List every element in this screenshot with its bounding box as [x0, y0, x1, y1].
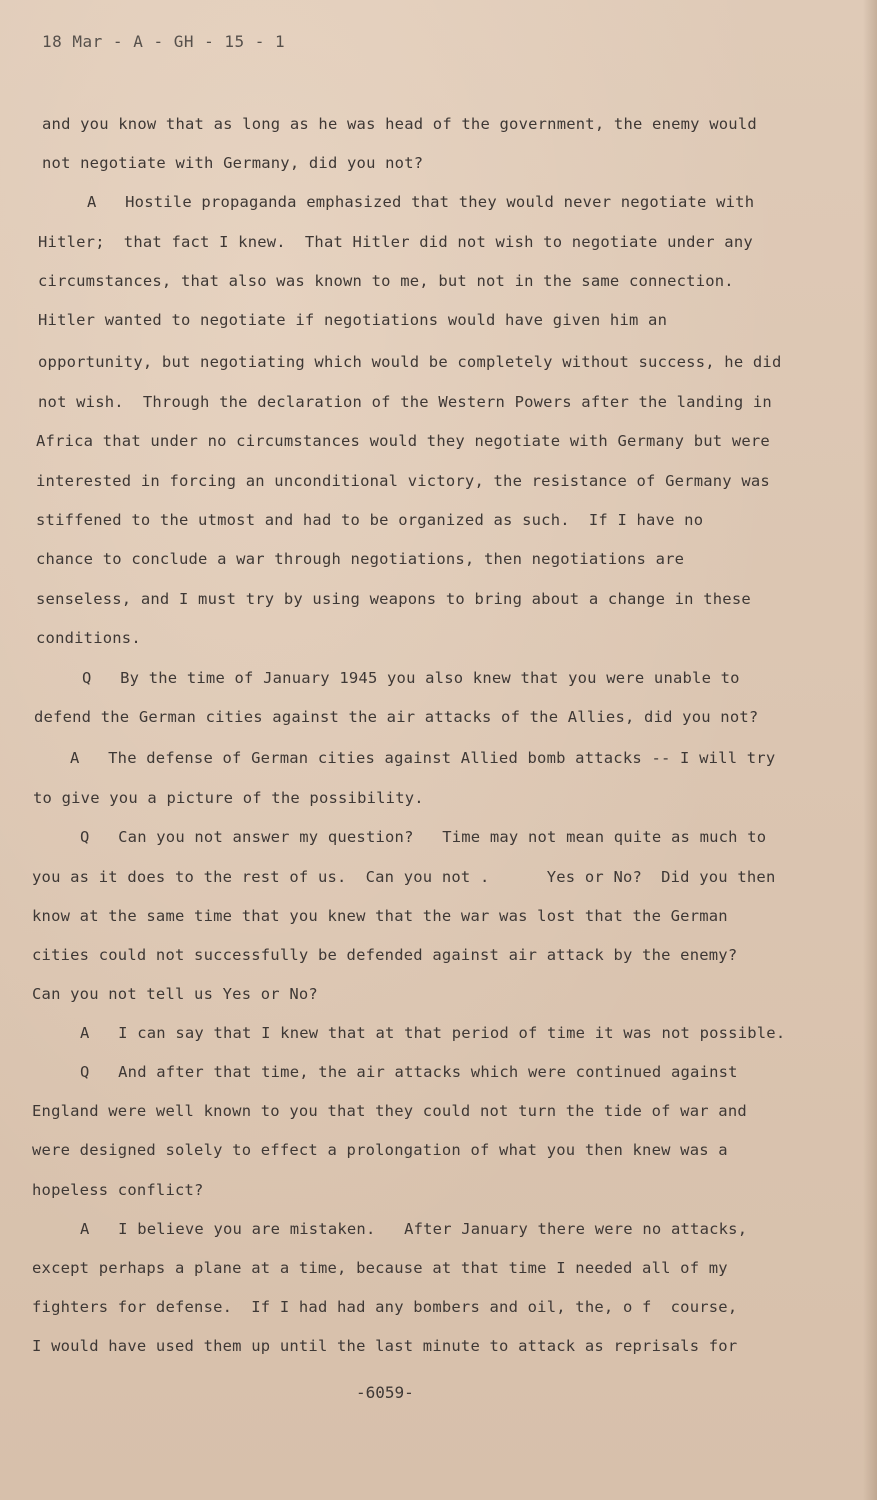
text-line: conditions.	[36, 629, 141, 647]
text-line: circumstances, that also was known to me, but not in the same connection.	[38, 272, 734, 290]
text-line: Can you not tell us Yes or No?	[32, 985, 318, 1003]
text-line: I would have used them up until the last minute to attack as reprisals for	[32, 1337, 738, 1355]
page-number: -6059-	[356, 1383, 414, 1402]
text-line: chance to conclude a war through negotiations, then negotiations are	[36, 550, 685, 568]
text-line: opportunity, but negotiating which would be completely without success, he did	[38, 353, 782, 371]
page-header: 18 Mar - A - GH - 15 - 1	[42, 32, 286, 51]
text-line: fighters for defense. If I had had any bombers and oil, the, o f course,	[32, 1298, 738, 1316]
text-line: hopeless conflict?	[32, 1181, 204, 1199]
text-line: Q Can you not answer my question? Time may not mean quite as much to	[80, 828, 767, 846]
text-line: and you know that as long as he was head of the government, the enemy would	[42, 115, 757, 133]
text-line: Hitler wanted to negotiate if negotiations would have given him an	[38, 311, 668, 329]
text-line: to give you a picture of the possibility.	[33, 789, 424, 807]
text-line: senseless, and I must try by using weapons to bring about a change in these	[36, 590, 751, 608]
text-line: A The defense of German cities against Allied bomb attacks -- I will try	[70, 749, 776, 767]
text-line: interested in forcing an unconditional victory, the resistance of Germany was	[36, 472, 770, 490]
text-line: know at the same time that you knew that the war was lost that the German	[32, 907, 728, 925]
text-line: defend the German cities against the air attacks of the Allies, did you not?	[34, 708, 759, 726]
text-line: Hitler; that fact I knew. That Hitler did not wish to negotiate under any	[38, 233, 753, 251]
text-line: A I can say that I knew that at that period of time it was not possible.	[80, 1024, 786, 1042]
text-line: not negotiate with Germany, did you not?	[42, 154, 424, 172]
text-line: were designed solely to effect a prolongation of what you then knew was a	[32, 1141, 728, 1159]
text-line: England were well known to you that they could not turn the tide of war and	[32, 1102, 747, 1120]
text-line: not wish. Through the declaration of the Western Powers after the landing in	[38, 393, 772, 411]
text-line: A I believe you are mistaken. After January there were no attacks,	[80, 1220, 748, 1238]
text-line: A Hostile propaganda emphasized that they would never negotiate with	[87, 193, 755, 211]
text-line: Africa that under no circumstances would they negotiate with Germany but were	[36, 432, 770, 450]
text-line: Q And after that time, the air attacks which were continued against	[80, 1063, 738, 1081]
text-line: Q By the time of January 1945 you also knew that you were unable to	[82, 669, 740, 687]
text-line: except perhaps a plane at a time, because at that time I needed all of my	[32, 1259, 728, 1277]
text-line: you as it does to the rest of us. Can you not . Yes or No? Did you then	[32, 868, 776, 886]
text-line: cities could not successfully be defended against air attack by the enemy?	[32, 946, 738, 964]
text-line: stiffened to the utmost and had to be organized as such. If I have no	[36, 511, 704, 529]
